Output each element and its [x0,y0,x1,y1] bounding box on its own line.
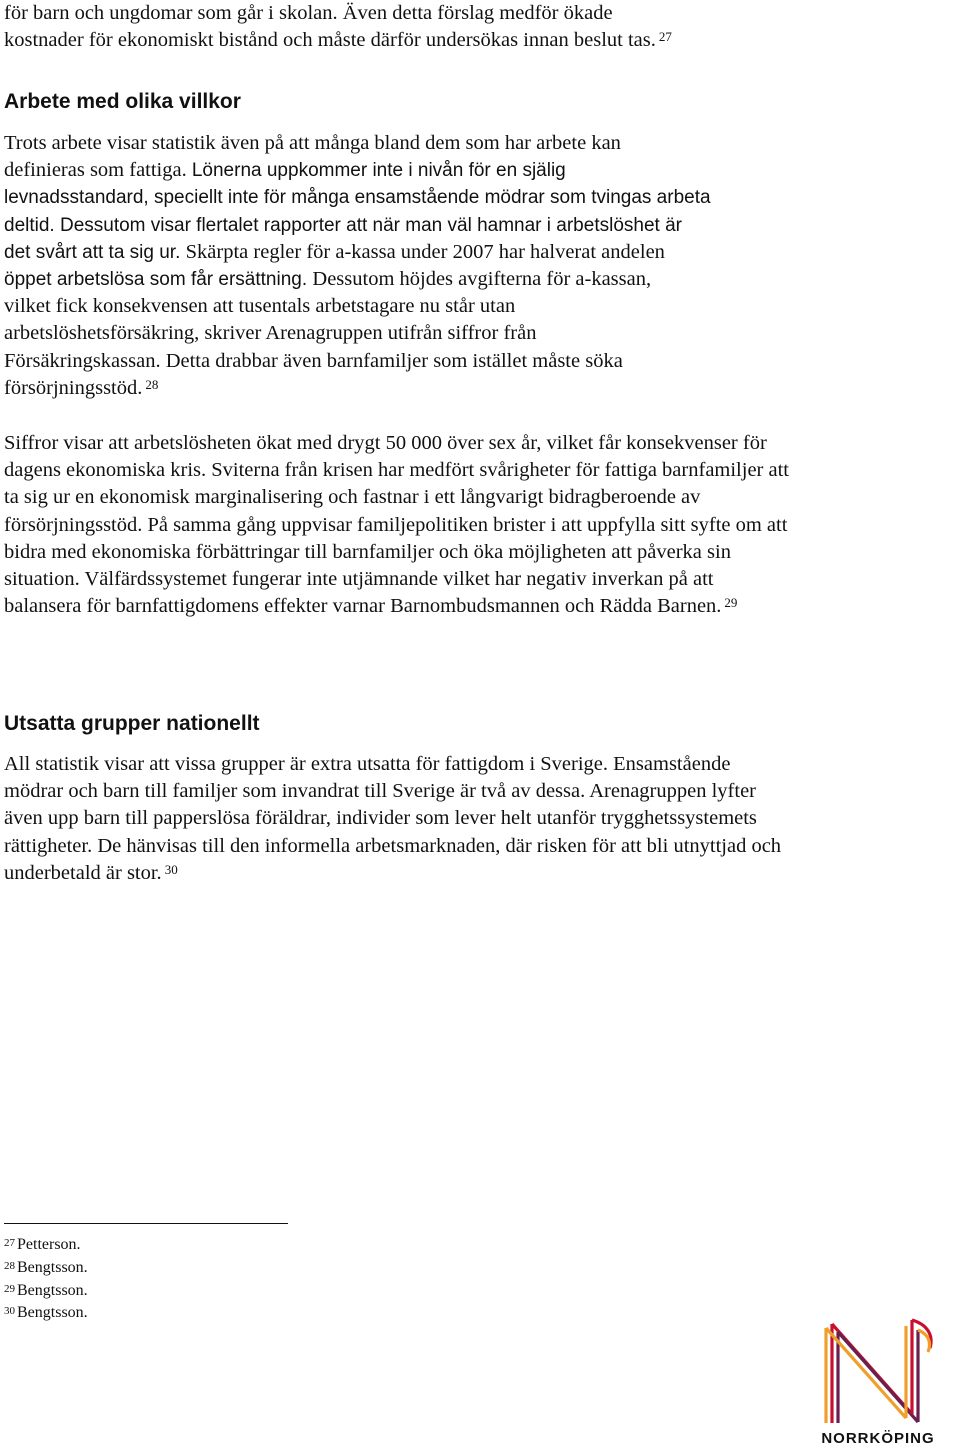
footnote-item [4,1257,88,1280]
p1-line: försörjningsstöd. [4,376,143,399]
footnote-item [4,1280,88,1303]
p1-sans-text: levnadsstandard, speciellt inte för många ensamstående mödrar som tvingas arbeta [4,187,711,209]
intro-paragraph [4,0,804,54]
footnote-number: 27 [4,1237,15,1249]
section1-paragraph-2 [4,430,794,620]
p1-line: Försäkringskassan. Detta drabbar även barnfamiljer som istället måste söka [4,349,623,372]
section2-paragraph-1 [4,751,794,887]
footnote-item [4,1302,88,1325]
paragraph-text: All statistik visar att vissa grupper är extra utsatta för fattigdom i Sverige. Ensamstående mödrar och barn till familjer som invandrat till Sverige är två av dessa. Arenagruppen lyfter även upp barn till papperslösa föräldrar, individer som lever helt utanför trygghetssystemets rättigheter. De hänvisas till den informella arbetsmarknaden, där risken för att bli utnyttjad och underbetald är stor. [4,753,782,884]
intro-line-1: för barn och ungdomar som går i skolan. Även detta förslag medför ökade [4,2,613,24]
footnotes [4,1234,88,1325]
footnote-item [4,1234,88,1257]
section-heading-utsatta: Utsatta grupper nationellt [4,712,260,735]
p1-line: definieras som fattiga. [4,159,192,182]
section1-paragraph-1 [4,130,804,402]
p1-sans-text: Lönerna uppkommer inte i nivån för en själig [191,160,566,182]
footnote-ref-29: 29 [724,595,738,611]
p1-line: Dessutom höjdes avgifterna för a-kassan, [312,268,652,291]
footnote-ref-27: 27 [658,29,672,45]
logo-wordmark: NORRKÖPING [821,1430,935,1447]
footnote-text: Bengtsson. [17,1304,88,1322]
paragraph-text: Siffror visar att arbetslösheten ökat med drygt 50 000 över sex år, vilket får konsekvenser för dagens ekonomiska kris. Sviterna från krisen har medfört svårigheter för fattiga barnfamiljer att ta sig ur en ekonomisk marginalisering och fastnar i ett långvarigt bidragberoende av försörjningsstöd. På samma gång uppvisar familjepolitiken brister i att uppfylla sitt syfte om att bidra med ekonomiska förbättringar till barnfamiljer och öka möjligheten att påverka sin situation. Välfärdssystemet fungerar inte utjämnande vilket har negativ inverkan på att balansera för barnfattigdomens effekter varnar Barnombudsmannen och Rädda Barnen. [4,432,789,618]
p1-line: Trots arbete visar statistik även på att många bland dem som har arbete kan [4,132,621,154]
norrkoping-logo-mark-icon [808,1318,948,1428]
p1-sans-text: öppet arbetslösa som får ersättning. [4,269,313,291]
footnote-divider [4,1223,288,1224]
p1-line: arbetslöshetsförsäkring, skriver Arenagruppen utifrån siffror från [4,322,537,345]
p1-sans-text: deltid. Dessutom visar flertalet rapporter att när man väl hamnar i arbetslöshet är [4,214,682,236]
footnote-ref-30: 30 [164,861,178,877]
section-heading-arbete: Arbete med olika villkor [4,90,241,113]
p1-line: Skärpta regler för a-kassa under 2007 har halverat andelen [185,240,665,263]
norrkoping-logo [808,1318,948,1450]
footnote-text: Bengtsson. [17,1281,88,1299]
p1-line: vilket fick konsekvensen att tusentals arbetstagare nu står utan [4,295,516,318]
footnote-number: 28 [4,1259,15,1272]
intro-line-2: kostnader för ekonomiskt bistånd och måste därför undersökas innan beslut tas. [4,29,656,52]
footnote-text: Petterson. [17,1236,81,1253]
footnote-number: 30 [4,1305,15,1318]
footnote-text: Bengtsson. [17,1258,88,1276]
footnote-ref-28: 28 [145,376,159,392]
p1-sans-text: det svårt att ta sig ur. [4,241,186,263]
footnote-number: 29 [4,1282,15,1295]
